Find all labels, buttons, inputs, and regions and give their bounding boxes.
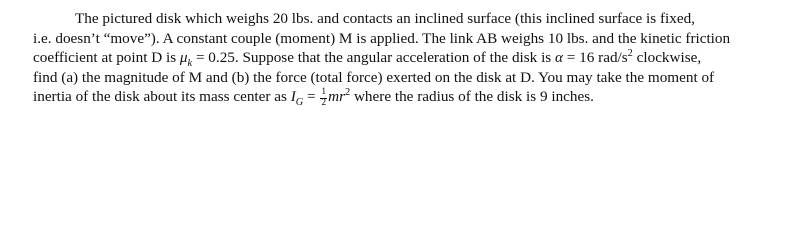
fraction-denominator: 2 <box>321 97 327 108</box>
mu-subscript: k <box>187 58 193 70</box>
inertia-subscript: G <box>295 97 304 109</box>
inertia-r-exponent: 2 <box>345 87 351 99</box>
alpha-symbol: α <box>555 49 563 67</box>
problem-line-5 <box>33 87 800 107</box>
fraction-numerator: 1 <box>321 86 327 97</box>
alpha-units-exponent: 2 <box>627 48 633 60</box>
one-half-fraction <box>320 88 327 109</box>
line3-text-mid: . Suppose that the angular acceleration of the disk is <box>234 49 555 67</box>
problem-line-3 <box>33 48 800 68</box>
friction-coefficient-value: = 0.25 <box>192 49 235 67</box>
alpha-value: = 16 <box>562 49 595 67</box>
alpha-units: rad/s <box>594 49 628 67</box>
inertia-mr: mr <box>328 88 345 106</box>
problem-line-1: The pictured disk which weighs 20 lbs. and contacts an inclined surface (this inclined surface is fixed, <box>75 10 695 27</box>
problem-statement <box>33 9 800 107</box>
friction-coefficient-symbol <box>179 49 193 70</box>
problem-line-4: find (a) the magnitude of M and (b) the force (total force) exerted on the disk at D. You may take the moment of <box>33 68 715 86</box>
line5-text-start: inertia of the disk about its mass center as <box>33 88 291 106</box>
line5-text-end: where the radius of the disk is 9 inches. <box>350 88 594 106</box>
inertia-equals: = <box>303 88 320 106</box>
inertia-symbol <box>290 88 304 109</box>
mu-symbol: μ <box>179 49 188 67</box>
problem-line-2: i.e. doesn’t “move”). A constant couple (moment) M is applied. The link AB weighs 10 lbs. and the kinetic friction <box>33 29 731 47</box>
line3-text-end: clockwise, <box>632 49 702 67</box>
inertia-I: I <box>290 88 296 106</box>
line3-text-start: coefficient at point D is <box>33 49 180 67</box>
